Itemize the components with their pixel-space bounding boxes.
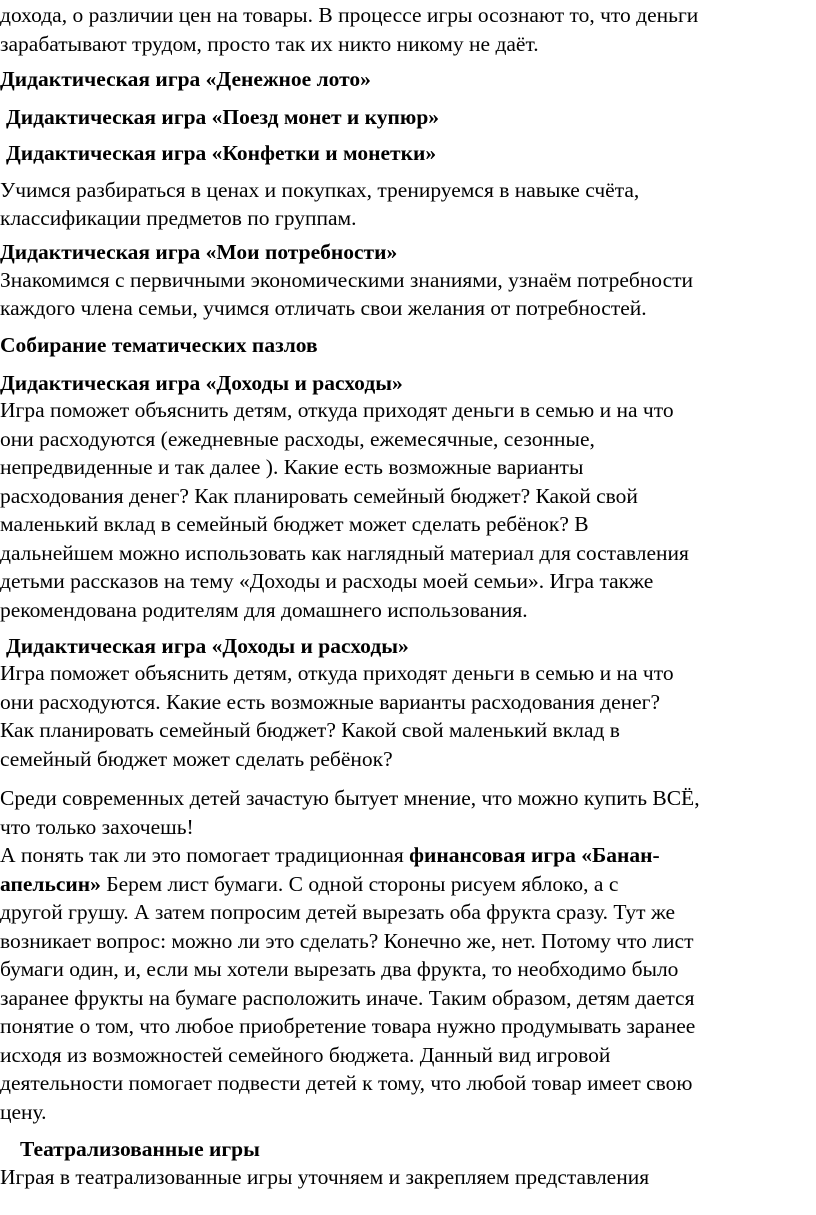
game-name-bold: апельсин» [0, 872, 101, 896]
text-line: цену. [0, 1100, 47, 1124]
text-line: исходя из возможностей семейного бюджета. Данный вид игровой [0, 1043, 611, 1067]
section-heading: Дидактическая игра «Конфетки и монетки» [6, 141, 437, 165]
text-run: Берем лист бумаги. С одной стороны рисуем яблоко, а с [100, 872, 619, 896]
text-run: А понять так ли это помогает традиционная [0, 843, 410, 867]
text-line: Среди современных детей зачастую бытует мнение, что можно купить ВСЁ, [0, 786, 700, 810]
text-line: рекомендована родителям для домашнего использования. [0, 598, 528, 622]
text-line: понятие о том, что любое приобретение товара нужно продумывать заранее [0, 1014, 696, 1038]
text-line: дохода, о различии цен на товары. В процессе игры осознают то, что деньги [0, 3, 699, 27]
text-line: дальнейшем можно использовать как наглядный материал для составления [0, 541, 689, 565]
text-line: каждого члена семьи, учимся отличать свои желания от потребностей. [0, 296, 647, 320]
text-line [0, 841, 660, 869]
section-heading: Дидактическая игра «Денежное лото» [0, 67, 371, 91]
section-heading: Дидактическая игра «Доходы и расходы» [6, 634, 409, 658]
text-line: непредвиденные и так далее ). Какие есть возможные варианты [0, 455, 584, 479]
text-line: Игра поможет объяснить детям, откуда приходят деньги в семью и на что [0, 661, 674, 685]
section-heading: Театрализованные игры [20, 1137, 260, 1161]
section-heading: Дидактическая игра «Мои потребности» [0, 240, 398, 264]
text-line: Как планировать семейный бюджет? Какой свой маленький вклад в [0, 718, 620, 742]
text-line: другой грушу. А затем попросим детей вырезать оба фрукта сразу. Тут же [0, 900, 676, 924]
section-heading: Дидактическая игра «Доходы и расходы» [0, 371, 403, 395]
text-line: бумаги один, и, если мы хотели вырезать два фрукта, то необходимо было [0, 957, 679, 981]
text-line: зарабатывают трудом, просто так их никто никому не даёт. [0, 32, 539, 56]
game-name-bold: финансовая игра «Банан- [409, 843, 660, 867]
section-heading: Дидактическая игра «Поезд монет и купюр» [6, 105, 440, 129]
text-line: классификации предметов по группам. [0, 206, 357, 230]
text-line: расходования денег? Как планировать семейный бюджет? Какой свой [0, 484, 638, 508]
text-line: Играя в театрализованные игры уточняем и закрепляем представления [0, 1165, 650, 1189]
text-line [0, 870, 618, 898]
text-line: заранее фрукты на бумаге расположить иначе. Таким образом, детям дается [0, 986, 695, 1010]
text-line: возникает вопрос: можно ли это сделать? Конечно же, нет. Потому что лист [0, 929, 694, 953]
text-line: Учимся разбираться в ценах и покупках, тренируемся в навыке счёта, [0, 178, 640, 202]
text-line: маленький вклад в семейный бюджет может сделать ребёнок? В [0, 512, 589, 536]
text-line: Игра поможет объяснить детям, откуда приходят деньги в семью и на что [0, 398, 674, 422]
section-heading: Собирание тематических пазлов [0, 333, 318, 357]
text-line: детьми рассказов на тему «Доходы и расходы моей семьи». Игра также [0, 569, 654, 593]
text-line: что только захочешь! [0, 815, 194, 839]
text-line: Знакомимся с первичными экономическими знаниями, узнаём потребности [0, 268, 694, 292]
text-line: они расходуются. Какие есть возможные варианты расходования денег? [0, 690, 661, 714]
text-line: они расходуются (ежедневные расходы, ежемесячные, сезонные, [0, 427, 595, 451]
text-line: семейный бюджет может сделать ребёнок? [0, 747, 393, 771]
text-line: деятельности помогает подвести детей к тому, что любой товар имеет свою [0, 1071, 693, 1095]
